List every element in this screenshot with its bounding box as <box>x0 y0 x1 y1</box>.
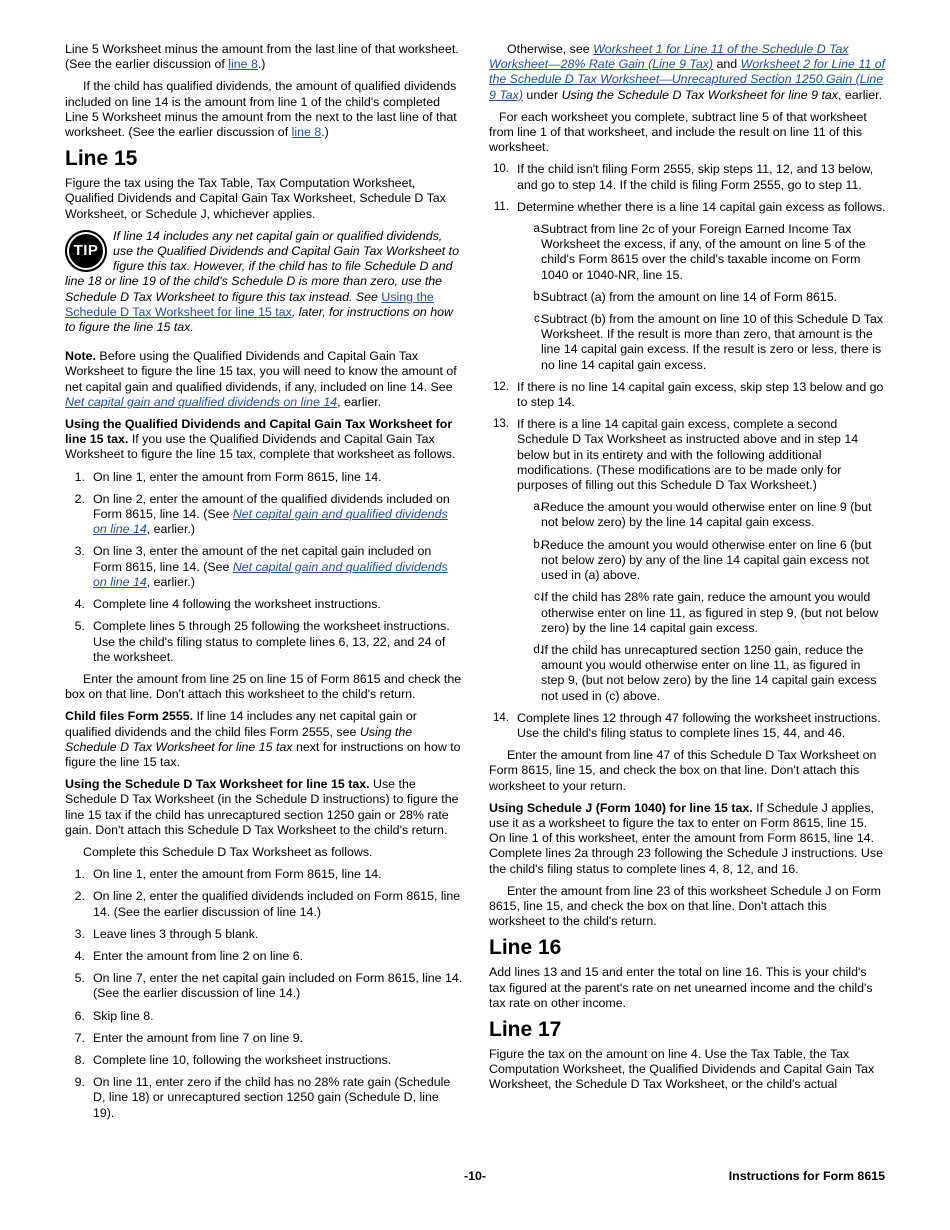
list-item: b. Subtract (a) from the amount on line 14 of Form 8615. <box>533 289 838 304</box>
paragraph: Using Schedule J (Form 1040) for line 15 tax. If Schedule J applies, use it as a worksheet to figure the tax to enter on Form 8615, line 15. On line 1 of this worksheet, enter the amount from Form 8615, line 14. Complete lines 2a through 23 following the Schedule J instructions. Use the child's filing status to complete lines 4, 8, 12, and 16. <box>489 800 883 876</box>
document-title: Instructions for Form 8615 <box>728 1169 885 1183</box>
sd-worksheet-steps-continued <box>489 162 886 741</box>
list-item: 11. Determine whether there is a line 14 capital gain excess as follows. a. Subtract from line 2c of your Foreign Earned Income Tax Worksheet the excess, if any, of the amount on line 5 of the child's Form 8615 over the child's taxable income on Form 1040 or 1040-NR, line 15. b. Subtract (a) from the amount on line 14 of Form 8615. c. Subtract (b) from the amount on line 10 of this Schedule D Tax Worksheet. If the result is more than zero, that amount is the line 14 capital gain excess. If the result is zero or less, there is no line 14 capital gain excess. <box>493 199 886 372</box>
net-capital-gain-link[interactable]: Net capital gain and qualified dividends on line 14 <box>93 507 448 537</box>
line-16-heading: Line 16 <box>489 936 562 960</box>
list-item: 1. On line 1, enter the amount from Form 8615, line 14. <box>74 867 382 882</box>
list-item: c. Subtract (b) from the amount on line 10 of this Schedule D Tax Worksheet. If the result is more than zero, that amount is the line 14 capital gain excess. If the result is zero or less, there is no line 14 capital gain excess. <box>534 312 884 372</box>
sd-worksheet-steps <box>65 867 463 1121</box>
list-item: b. Reduce the amount you would otherwise enter on line 6 (but not below zero) by any of the line 14 capital gain excess not used in (a) above. <box>533 537 872 583</box>
tip-box: TIP If line 14 includes any net capital gain or qualified dividends, use the Qualified Dividends and Capital Gain Tax Worksheet to figure this tax. However, if the child has to file Schedule D and line 18 or line 19 of the child's Schedule D is more than zero, use the Schedule D Tax Worksheet to figure this tax instead. See Using the Schedule D Tax Worksheet for line 15 tax, later, for instructions on how to figure the line 15 tax. <box>65 228 459 335</box>
paragraph: For each worksheet you complete, subtract line 5 of that worksheet from line 1 of that worksheet, and include the result on line 11 of this worksheet. <box>489 109 867 155</box>
paragraph: Child files Form 2555. If line 14 includes any net capital gain or qualified dividends and the child files Form 2555, see Using the Schedule D Tax Worksheet for line 15 tax next for instructions on how to figure the line 15 tax. <box>65 709 461 769</box>
note-paragraph: Note. Before using the Qualified Dividends and Capital Gain Tax Worksheet to figure the line 15 tax, you will need to know the amount of net capital gain and qualified dividends, if any, included on line 14. See Net capital gain and qualified dividends on line 14, earlier. <box>65 349 457 409</box>
list-item: 10. If the child isn't filing Form 2555, skip steps 11, 12, and 13 below, and go to step 14. If the child is filing Form 2555, go to step 11. <box>493 162 874 192</box>
paragraph: Enter the amount from line 25 on line 15 of Form 8615 and check the box on that line. Don't attach this worksheet to the child's return. <box>65 671 462 702</box>
list-item: a. Reduce the amount you would otherwise enter on line 9 (but not below zero) by the line 14 capital gain excess. <box>533 500 872 530</box>
list-item: 7. Enter the amount from line 7 on line 9. <box>74 1030 304 1045</box>
list-item: c. If the child has 28% rate gain, reduce the amount you would otherwise enter on line 11, as figured in step 9, (but not below zero) by the line 14 capital gain excess. <box>534 590 879 635</box>
list-item: 4. Enter the amount from line 2 on line 6. <box>74 948 304 963</box>
left-column <box>65 42 463 1128</box>
tip-icon: TIP <box>65 230 107 272</box>
list-item: d. If the child has unrecaptured section 1250 gain, reduce the amount you would otherwise enter on line 11, as figured in step 9, (but not below zero) by the line 14 capital gain excess not used in (c) above. <box>533 642 877 703</box>
list-item: 12. If there is no line 14 capital gain excess, skip step 13 below and go to step 14. <box>493 379 884 410</box>
list-item: 1. On line 1, enter the amount from Form 8615, line 14. <box>74 469 382 484</box>
paragraph: Add lines 13 and 15 and enter the total on line 16. This is your child's tax figured at the parent's rate on net unearned income and the child's tax rate on other income. <box>489 965 873 1010</box>
paragraph: Otherwise, see Worksheet 1 for Line 11 of the Schedule D Tax Worksheet—28% Rate Gain (Line 9 Tax) and Worksheet 2 for Line 11 of the Schedule D Tax Worksheet—Unrecaptured Section 1250 Gain (Line 9 Tax) under Using the Schedule D Tax Worksheet for line 9 tax, earlier. <box>489 42 886 102</box>
page-footer <box>65 1169 885 1185</box>
schedule-d-worksheet-link[interactable]: Using the Schedule D Tax Worksheet for line 15 tax <box>65 289 434 319</box>
list-item: 5. On line 7, enter the net capital gain included on Form 8615, line 14. (See the earlier discussion of line 14.) <box>74 971 463 1001</box>
worksheet-1-link[interactable]: Worksheet 1 for Line 11 of the Schedule D Tax Worksheet—28% Rate Gain (Line 9 Tax) <box>489 42 849 72</box>
qd-worksheet-steps <box>65 470 463 665</box>
list-item: 2. On line 2, enter the qualified dividends included on Form 8615, line 14. (See the earlier discussion of line 14.) <box>74 889 461 919</box>
paragraph: Figure the tax on the amount on line 4. Use the Tax Table, the Tax Computation Worksheet, the Qualified Dividends and Capital Gain Tax Worksheet, the Schedule D Tax Worksheet, or the child's actual <box>489 1046 875 1092</box>
right-column <box>489 42 886 1100</box>
sub-steps <box>517 500 886 703</box>
list-item: 13. If there is a line 14 capital gain excess, complete a second Schedule D Tax Worksheet as instructed above and in step 14 below but in its entirety and with the following additional modifications. (These modifications are to be made only for purposes of filling out this Schedule D Tax Worksheet.) a. Reduce the amount you would otherwise enter on line 9 (but not below zero) by the line 14 capital gain excess. b. Reduce the amount you would otherwise enter on line 6 (but not below zero) by any of the line 14 capital gain excess not used in (a) above. c. If the child has 28% rate gain, reduce the amount you would otherwise enter on line 11, as figured in step 9, (but not below zero) by the line 14 capital gain excess. d. If the child has unrecaptured section 1250 gain, reduce the amount you would otherwise enter on line 11, as figured in step 9, (but not below zero) by the line 14 capital gain excess not used in (c) above. <box>489 417 886 703</box>
paragraph: Using the Qualified Dividends and Capital Gain Tax Worksheet for line 15 tax. If you use the Qualified Dividends and Capital Gain Tax Worksheet to figure the line 15 tax, complete that worksheet as follows. <box>65 417 456 462</box>
paragraph: If the child has qualified dividends, the amount of qualified dividends included on line 14 is the amount from line 1 of the child's completed Line 5 Worksheet minus the amount from the next to the last line of that worksheet. (See the earlier discussion of line 8.) <box>65 79 457 140</box>
line-15-heading: Line 15 <box>65 147 138 171</box>
list-item: 3. On line 3, enter the amount of the net capital gain included on Form 8615, line 14. (See Net capital gain and qualified dividends on line 14, earlier.) <box>74 544 448 589</box>
list-item: 8. Complete line 10, following the worksheet instructions. <box>74 1052 392 1067</box>
paragraph: Enter the amount from line 47 of this Schedule D Tax Worksheet on Form 8615, line 15, and check the box on that line. Don't attach this worksheet to your return. <box>489 748 877 793</box>
net-capital-gain-link[interactable]: Net capital gain and qualified dividends on line 14 <box>93 559 448 589</box>
line-8-link[interactable]: line 8 <box>291 125 322 140</box>
list-item: 2. On line 2, enter the amount of the qualified dividends included on Form 8615, line 14. (See Net capital gain and qualified dividends on line 14, earlier.) <box>74 491 450 537</box>
paragraph: Complete this Schedule D Tax Worksheet as follows. <box>83 844 373 859</box>
paragraph: Figure the tax using the Tax Table, Tax Computation Worksheet, Qualified Dividends and Capital Gain Tax Worksheet, Schedule D Tax Worksheet, or Schedule J, whichever applies. <box>65 176 446 221</box>
list-item: 14. Complete lines 12 through 47 following the worksheet instructions. Use the child's filing status to complete lines 15, 44, and 46. <box>493 710 881 740</box>
page-number: -10- <box>463 1169 487 1183</box>
list-item: 4. Complete line 4 following the worksheet instructions. <box>74 597 381 612</box>
list-item: 6. Skip line 8. <box>74 1008 154 1023</box>
paragraph: Enter the amount from line 23 of this worksheet Schedule J on Form 8615, line 15, and check the box on that line. Don't attach this worksheet to the child's return. <box>489 883 881 929</box>
paragraph: Using the Schedule D Tax Worksheet for line 15 tax. Use the Schedule D Tax Worksheet (in the Schedule D instructions) to figure the line 15 tax if the child has unrecaptured section 1250 gain or 28% rate gain. Don't attach this Schedule D Tax Worksheet to the child's return. <box>65 777 459 837</box>
list-item: 9. On line 11, enter zero if the child has no 28% rate gain (Schedule D, line 18) or unrecaptured section 1250 gain (Schedule D, line 19). <box>74 1075 451 1120</box>
sub-steps <box>517 222 886 373</box>
list-item: 3. Leave lines 3 through 5 blank. <box>74 926 259 941</box>
net-capital-gain-link[interactable]: Net capital gain and qualified dividends on line 14 <box>65 394 338 409</box>
line-17-heading: Line 17 <box>489 1017 562 1041</box>
worksheet-2-link[interactable]: Worksheet 2 for Line 11 of the Schedule D Tax Worksheet—Unrecaptured Section 1250 Gain (Line 9 Tax) <box>489 57 886 102</box>
paragraph: Line 5 Worksheet minus the amount from the last line of that worksheet. (See the earlier discussion of line 8.) <box>65 42 459 72</box>
line-8-link[interactable]: line 8 <box>228 57 258 72</box>
list-item: 5. Complete lines 5 through 25 following the worksheet instructions. Use the child's filing status to complete lines 6, 13, 22, and 24 of the worksheet. <box>74 619 450 664</box>
list-item: a. Subtract from line 2c of your Foreign Earned Income Tax Worksheet the excess, if any, of the amount on line 5 of the child's Form 8615 over the child's taxable income on Form 1040 or 1040-NR, line 15. <box>533 222 866 282</box>
